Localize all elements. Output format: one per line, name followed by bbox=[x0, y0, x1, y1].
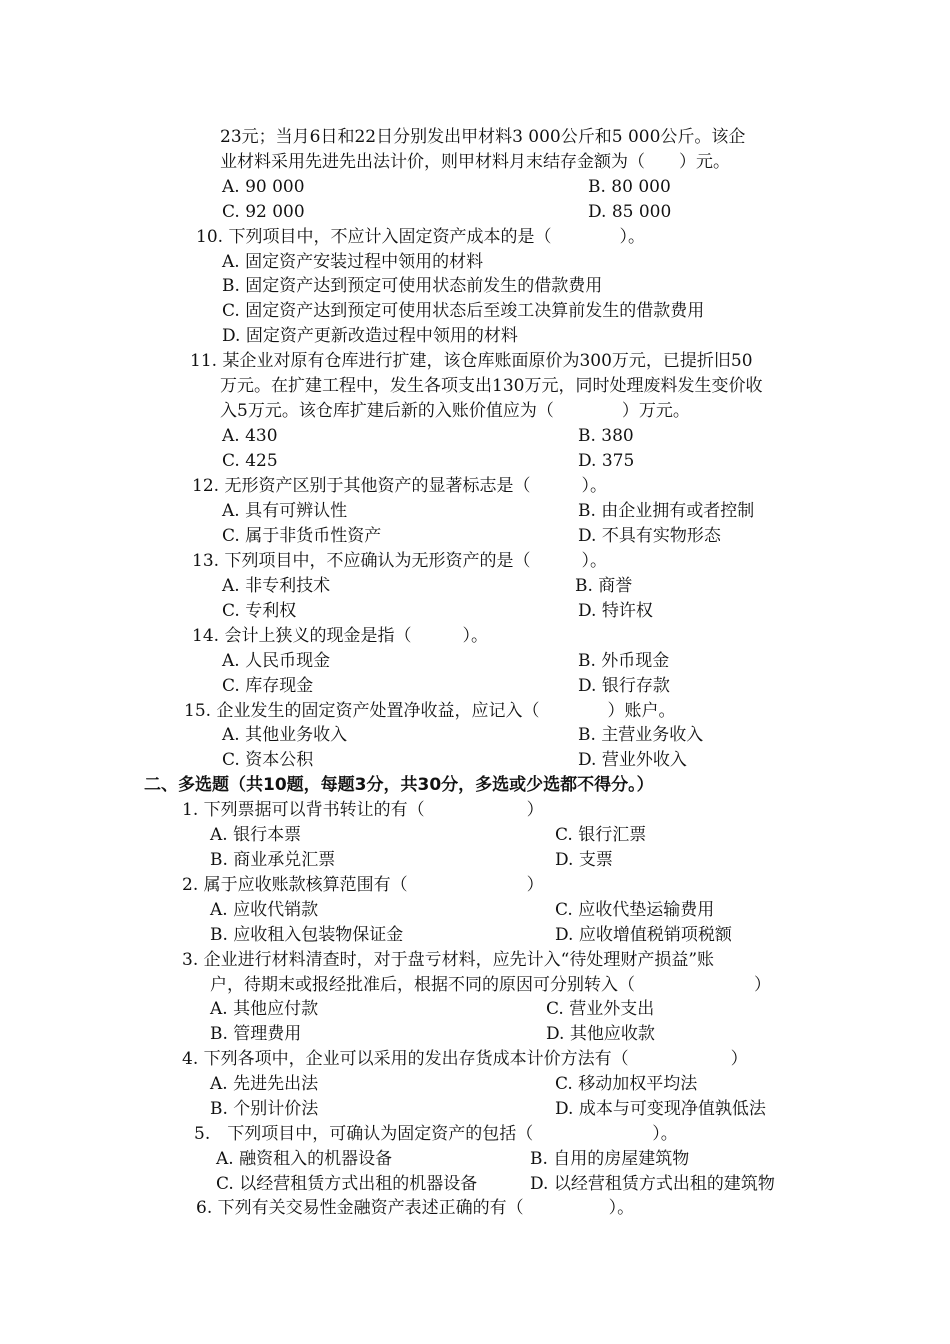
q12-option-d: D. 不具有实物形态 bbox=[578, 526, 721, 546]
q14-stem: 14. 会计上狭义的现金是指（ ）。 bbox=[192, 626, 488, 646]
q13-option-d: D. 特许权 bbox=[578, 601, 653, 621]
m4-option-d: D. 成本与可变现净值孰低法 bbox=[555, 1099, 766, 1119]
m5-option-c: C. 以经营租赁方式出租的机器设备 bbox=[216, 1174, 478, 1194]
q10-stem: 10. 下列项目中，不应计入固定资产成本的是（ ）。 bbox=[196, 227, 645, 247]
section-heading-multiple-choice: 二、多选题（共10题，每题3分，共30分，多选或少选都不得分。） bbox=[144, 775, 654, 795]
m3-option-d: D. 其他应收款 bbox=[546, 1024, 655, 1044]
m2-option-b: B. 应收租入包装物保证金 bbox=[210, 925, 404, 945]
q14-option-a: A. 人民币现金 bbox=[222, 651, 331, 671]
q12-option-c: C. 属于非货币性资产 bbox=[222, 526, 382, 546]
q15-option-a: A. 其他业务收入 bbox=[222, 725, 348, 745]
q10-option-d: D. 固定资产更新改造过程中领用的材料 bbox=[222, 326, 518, 346]
m2-stem: 2. 属于应收账款核算范围有（ ） bbox=[182, 875, 544, 895]
m5-option-a: A. 融资租入的机器设备 bbox=[216, 1149, 393, 1169]
m1-option-d: D. 支票 bbox=[555, 850, 613, 870]
m3-option-b: B. 管理费用 bbox=[210, 1024, 302, 1044]
q13-option-a: A. 非专利技术 bbox=[222, 576, 331, 596]
m5-stem: 5. 下列项目中，可确认为固定资产的包括（ ）。 bbox=[194, 1124, 678, 1144]
q9-option-b: B. 80 000 bbox=[588, 177, 671, 197]
m1-option-c: C. 银行汇票 bbox=[555, 825, 647, 845]
m4-option-c: C. 移动加权平均法 bbox=[555, 1074, 698, 1094]
q10-option-a: A. 固定资产安装过程中领用的材料 bbox=[222, 252, 484, 272]
q10-option-c: C. 固定资产达到预定可使用状态后至竣工决算前发生的借款费用 bbox=[222, 301, 705, 321]
m5-option-b: B. 自用的房屋建筑物 bbox=[530, 1149, 690, 1169]
m2-option-c: C. 应收代垫运输费用 bbox=[555, 900, 715, 920]
q11-option-c: C. 425 bbox=[222, 451, 278, 471]
m1-option-a: A. 银行本票 bbox=[210, 825, 302, 845]
q10-option-b: B. 固定资产达到预定可使用状态前发生的借款费用 bbox=[222, 276, 603, 296]
q11-option-d: D. 375 bbox=[578, 451, 635, 471]
m4-option-b: B. 个别计价法 bbox=[210, 1099, 319, 1119]
q12-option-a: A. 具有可辨认性 bbox=[222, 501, 348, 521]
q11-stem-line1: 11. 某企业对原有仓库进行扩建，该仓库账面原价为300万元，已提折旧50 bbox=[190, 351, 753, 371]
m3-option-a: A. 其他应付款 bbox=[210, 999, 319, 1019]
q9-option-c: C. 92 000 bbox=[222, 202, 305, 222]
q12-option-b: B. 由企业拥有或者控制 bbox=[578, 501, 755, 521]
m3-option-c: C. 营业外支出 bbox=[546, 999, 655, 1019]
q13-stem: 13. 下列项目中，不应确认为无形资产的是（ ）。 bbox=[192, 551, 607, 571]
m1-option-b: B. 商业承兑汇票 bbox=[210, 850, 336, 870]
q14-option-c: C. 库存现金 bbox=[222, 676, 314, 696]
q11-option-b: B. 380 bbox=[578, 426, 634, 446]
m4-option-a: A. 先进先出法 bbox=[210, 1074, 319, 1094]
q15-option-c: C. 资本公积 bbox=[222, 750, 314, 770]
m4-stem: 4. 下列各项中，企业可以采用的发出存货成本计价方法有（ ） bbox=[182, 1049, 748, 1069]
m5-option-d: D. 以经营租赁方式出租的建筑物 bbox=[530, 1174, 775, 1194]
q13-option-c: C. 专利权 bbox=[222, 601, 297, 621]
q14-option-b: B. 外币现金 bbox=[578, 651, 670, 671]
q15-stem: 15. 企业发生的固定资产处置净收益，应记入（ ）账户。 bbox=[184, 701, 676, 721]
q12-stem: 12. 无形资产区别于其他资产的显著标志是（ ）。 bbox=[192, 476, 607, 496]
q11-option-a: A. 430 bbox=[222, 426, 278, 446]
q11-stem-line2: 万元。在扩建工程中，发生各项支出130万元，同时处理废料发生变价收 bbox=[220, 376, 763, 396]
q9-continuation-line2: 业材料采用先进先出法计价，则甲材料月末结存金额为（ ）元。 bbox=[220, 152, 730, 172]
q15-option-d: D. 营业外收入 bbox=[578, 750, 687, 770]
m3-stem-line1: 3. 企业进行材料清查时，对于盘亏材料，应先计入“待处理财产损益”账 bbox=[182, 950, 715, 970]
q9-option-a: A. 90 000 bbox=[222, 177, 305, 197]
q11-stem-line3: 入5万元。该仓库扩建后新的入账价值应为（ ）万元。 bbox=[220, 401, 690, 421]
m2-option-d: D. 应收增值税销项税额 bbox=[555, 925, 732, 945]
m2-option-a: A. 应收代销款 bbox=[210, 900, 319, 920]
m1-stem: 1. 下列票据可以背书转让的有（ ） bbox=[182, 800, 544, 820]
q14-option-d: D. 银行存款 bbox=[578, 676, 670, 696]
q9-option-d: D. 85 000 bbox=[588, 202, 672, 222]
q13-option-b: B. 商誉 bbox=[575, 576, 633, 596]
q9-continuation-line1: 23元；当月6日和22日分别发出甲材料3 000公斤和5 000公斤。该企 bbox=[220, 127, 746, 147]
q15-option-b: B. 主营业务收入 bbox=[578, 725, 704, 745]
m6-stem: 6. 下列有关交易性金融资产表述正确的有（ ）。 bbox=[196, 1198, 635, 1218]
m3-stem-line2: 户，待期末或报经批准后，根据不同的原因可分别转入（ ） bbox=[210, 975, 771, 995]
